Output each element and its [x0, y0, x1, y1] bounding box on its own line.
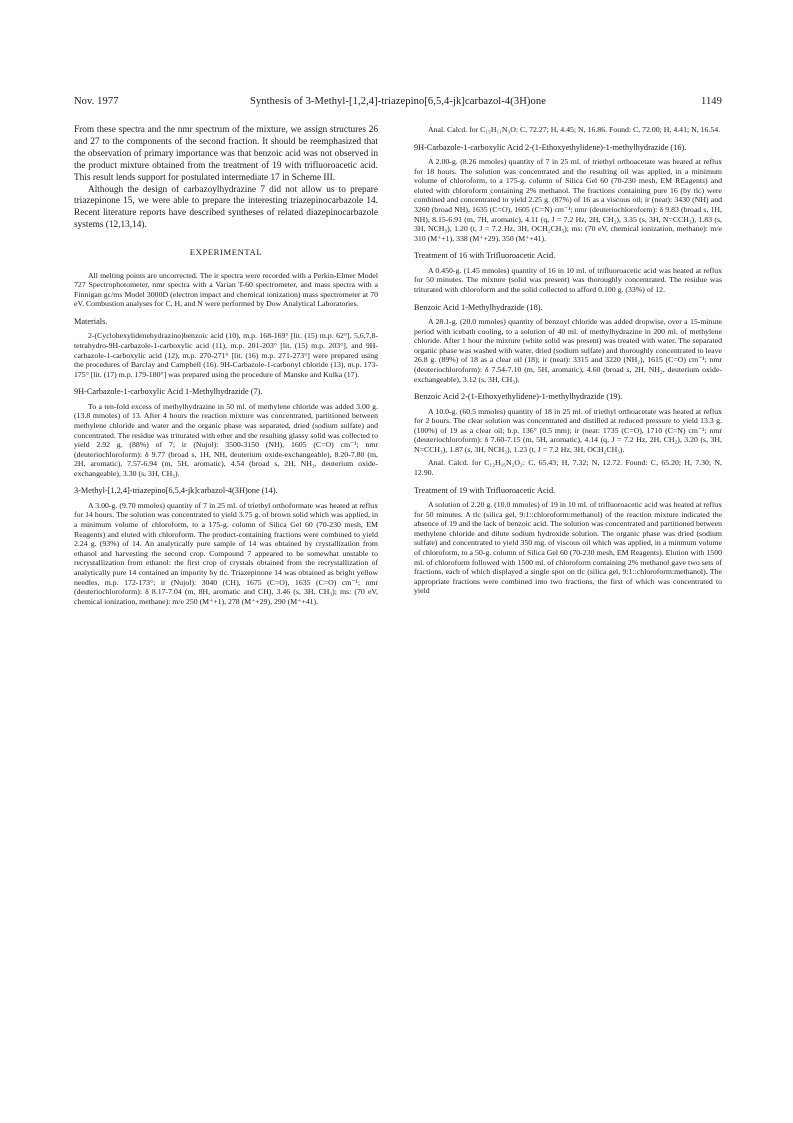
heading-compound-19: Benzoic Acid 2-(1-Ethoxyethylidene)-1-methylhydrazide (19).: [414, 392, 623, 402]
heading-compound-7: 9H-Carbazole-1-carboxylic Acid 1-Methylhydrazide (7).: [74, 387, 263, 397]
heading-compound-18: Benzoic Acid 1-Methylhydrazide (18).: [414, 302, 543, 312]
paragraph-compound-16: A 2.00-g. (8.26 mmoles) quantity of 7 in 25 ml. of triethyl orthoacetate was heated at reflux for 18 hours. The solution was concentrated and the resulting oil was applied, in a minimum volume of chloroform, to a 175-g. column of Silica Gel 60 (70-230 mesh, EM REagents) and eluted with chloroform containing 2% methanol. The fractions containing pure 16 (by tlc) were combined and concentrated to yield 2.25 g. (87%) of 16 as a viscous oil; ir (neat): 3430 (NH) and 3260 (broad NH), 1635 (C=O), 1605 (C=N) cm⁻¹; nmr (deuteriochloroform): δ 9.83 (broad s, 1H, NH), 8.15-6.91 (m, 7H, aromatic), 4.11 (q, J = 7.2 Hz, 2H, CH₂), 3.35 (s, 3H, N=CCH₃), 1.83 (s, 3H, NCH₃), 1.20 (t, J = 7.2 Hz, 3H, OCH₂CH₃); ms: (70 eV, chemical ionization, methane): m/e 310 (M⁺+1), 338 (M⁺+29), 350 (M⁺+41).: [414, 157, 722, 243]
paragraph-compound-14: A 3.00-g. (9.70 mmoles) quantity of 7 in 25 ml. of triethyl orthoformate was heated at reflux for 14 hours. The solution was concentrated to yield 3.75 g. of brown solid which was applied, in a minimum volume of chloroform, to a 175-g. column of Silica Gel 60 (70-230 mesh, EM Reagents) and eluted with chloroform. The product-containing fractions were combined to yield 2.24 g. (93%) of 14. An analytically pure sample of 14 was obtained by crystallization from ethanol and harvesting the second crop. Compound 7 appeared to be somewhat unstable to recrystallization from ethanol: the first crop of crystals obtained from the recrystallization of analytically pure 14 contained an impurity by tlc. Triazepinone 14 was obtained as bright yellow needles, m.p. 172-173°; ir (Nujol): 3040 (CH), 1675 (C=O), 1635 (C=O) cm⁻¹; nmr (deuteriochloroform): δ 8.17-7.04 (m, 8H, aromatic and CH), 3.46 (s, 3H, CH₃); ms: (70 eV, chemical ionization, methane): m/e 250 (M⁺+1), 278 (M⁺+29), 290 (M⁺+41).: [74, 500, 378, 606]
heading-treatment-19: Treatment of 19 with Trifluoroacetic Acid.: [414, 485, 556, 495]
heading-treatment-16: Treatment of 16 with Trifluoroacetic Acid.: [414, 251, 556, 261]
paragraph-treatment-16: A 0.450-g. (1.45 mmoles) quantity of 16 in 10 ml. of trifluoroacetic acid was heated at reflux for 50 minutes. The mixture (solid was present) was thoroughly concentrated. The residue was triturated with chloroform and the solid collected to afford 0.100 g. (33%) of 12.: [414, 265, 722, 294]
paragraph-discussion-2: Although the design of carbazoylhydrazine 7 did not allow us to prepare triazepinone 15, we were able to prepare the interesting triazepinocarbazole 14. Recent literature reports have described syntheses of related diazepinocarbazole systems (12,13,14).: [74, 184, 378, 231]
right-column: [414, 125, 722, 596]
running-header: [74, 96, 722, 112]
heading-compound-16: 9H-Carbazole-1-carboxylic Acid 2-(1-Ethoxyethylidene)-1-methylhydrazide (16).: [414, 142, 687, 152]
paragraph-instruments: All melting points are uncorrected. The ir spectra were recorded with a Perkin-Elmer Model 727 Spectrophotometer, nmr spectra with a Varian T-60 spectrometer, and mass spectra with a Finnigan gc/ms Model 3000D (electron impact and chemical ionization) mass spectrometer at 70 eV. Combustion analyses for C, H, and N were performed by Dow Analytical Laboratories.: [74, 270, 378, 309]
header-date: Nov. 1977: [74, 96, 119, 107]
paragraph-materials: 2-(Cyclohexylidenehydrazino)benzoic acid (10), m.p. 168-169° [lit. (15) m.p. 62°], 5,6,7,8-tetrahydro-9H-carbazole-1-carboxylic acid (11), m.p. 201-203° [lit. (15) m.p. 203°], and 9H-carbazole-1-carboxylic acid (12), m.p. 270-271° [lit. (16) m.p. 271-273°] were prepared using the procedures of Barclay and Campbell (16). 9H-Carbazole-1-carbonyl chloride (13), m.p. 173-175° [lit. (17) m.p. 179-180°] was prepared using the procedure of Manske and Kulka (17).: [74, 331, 378, 379]
paragraph-treatment-19: A solution of 2.20 g. (10.0 mmoles) of 19 in 10 ml. of trifluoroacetic acid was heated at reflux for 50 minutes. A tlc (silica gel, 9:1::chloroform:methanol) of the reaction mixture indicated the absence of 19 and the lack of benzoic acid. The solution was concentrated and partitioned between methylene chloride and dilute sodium hydroxide solution. The organic phase was dried (sodium sulfate) and concentrated to yield 350 mg. of viscous oil which was applied, in a minmum volume of chloroform, to a 50-g. column of Silica Gel 60 (70-230 mesh, EM Reagents). Elution with 1500 ml. of chloroform followed with 1500 ml. of chloroform containing 2% methanol gave two sets of fractions, each of which displayed a single spot on tlc (silica gel, 9:1::chloroform:methanol). The appropriate fractions were combined into two fractions, the first of which was concentrated to yield: [414, 500, 722, 596]
section-heading-experimental: EXPERIMENTAL: [189, 247, 263, 258]
paragraph-compound-18: A 28.1-g. (20.0 mmoles) quantity of benzoyl chloride was added dropwise, over a 15-minute period with icebath cooling, to a solution of 40 ml. of methylhydrazine in 200 ml. of methylene chloride. After 1 hour the mixture (white solid was present) was treated with water. The separated organic phase was washed with water, dried (sodium sulfate) and thoroughly concentrated to leave 26.8 g. (89%) of 18 as a clear oil (18); ir (neat): 3315 and 3220 (NH₂), 1615 (C=O) cm⁻¹; nmr (deuteriochloroform): δ 7.54-7.10 (m, 5H, aromatic), 4.60 (broad s, 2H, NH₂, deuterium oxide-exchangeable), 3.12 (s, 3H, CH₃).: [414, 316, 722, 384]
analysis-compound-19: Anal. Calcd. for C₁₂H₁₆N₂O₂: C, 65.43; H, 7.32; N, 12.72. Found: C, 65.20; H, 7.30; N, 12.90.: [414, 458, 722, 478]
paragraph-compound-7: To a ten-fold excess of methylhydrazine in 50 ml. of methylene chloride was added 3.00 g. (13.8 mmoles) of 13. After 4 hours the reaction mixture was concentrated, partitioned between methylene chloride and water and the organic phase was separated, dried (sodium sulfate) and concentrated. The residue was triturated with ether and the resulting glassy solid was collected to yield 2.92 g. (88%) of 7; ir (Nujol): 3500-3150 (NH), 1605 (C=O) cm⁻¹; nmr (deuteriochloroform): δ 9.77 (broad s, 1H, NH, deuterium oxide-exchangeable), 8.20-7.80 (m, 2H, aromatic), 7.57-6.94 (m, 5H, aromatic), 4.54 (broad s, 2H, NH₂, deuterium oxide-exchangeable), 3.30 (s, 3H, CH₃).: [74, 401, 378, 478]
paragraph-compound-19: A 10.0-g. (60.5 mmoles) quantity of 18 in 25 ml. of triethyl orthoacetate was heated at reflux for 2 hours. The clear solution was concentrated and distilled at reduced pressure to yield 13.3 g. (100%) of 19 as a clear oil; b.p. 136° (0.5 mm); ir (neat: 1735 (C=O), 1710 (C=N) cm⁻¹; nmr (deuteriochloroform): δ 7.60-7.15 (m, 5H, aromatic), 4.14 (q, J = 7.2 Hz, 2H, CH₂), 3.20 (s, 3H, N=CCH₃), 1.87 (s, 3H, NCH₃), 1.23 (t, J = 7.2 Hz, 3H, OCH₂CH₃).: [414, 406, 722, 454]
paragraph-discussion-1: From these spectra and the nmr spectrum of the mixture, we assign structures 26 and 27 to the components of the second fraction. It should be reemphasized that the observation of primary importance was that benzoic acid was not observed in the product mixture obtained from the treatment of 19 with trifluoroacetic acid. This result lends support for postulated intermediate 17 in Scheme III.: [74, 125, 378, 183]
header-title: Synthesis of 3-Methyl-[1,2,4]-triazepino[6,5,4-jk]carbazol-4(3H)one: [250, 96, 546, 107]
analysis-compound-14: Anal. Calcd. for C₁₅H₁₁N₃O: C, 72.27; H, 4.45; N, 16.86. Found: C, 72.00; H, 4.41; N, 16.54.: [428, 125, 721, 134]
page-number: 1149: [700, 96, 722, 107]
left-column: [74, 125, 378, 606]
heading-compound-14: 3-Methyl-[1,2,4]-triazepino[6,5,4-jk]carbazol-4(3H)one (14).: [74, 486, 278, 496]
materials-heading: Materials.: [74, 316, 108, 326]
